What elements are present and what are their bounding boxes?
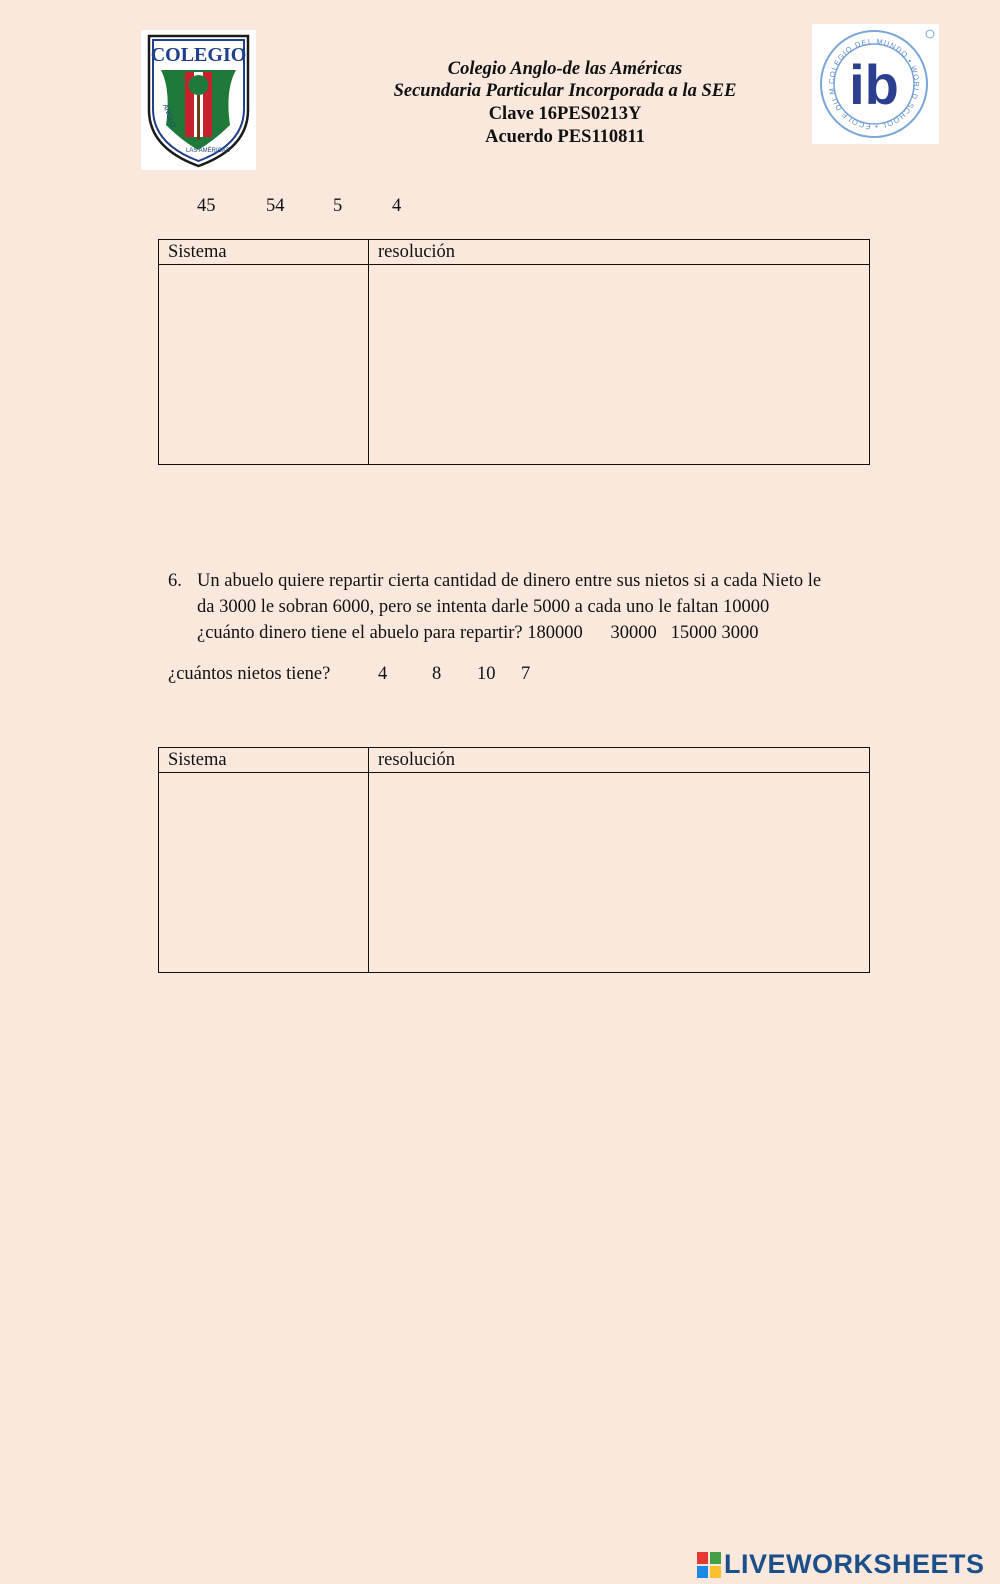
sistema-header: Sistema [168,750,227,770]
q6-text-line-2: da 3000 le sobran 6000, pero se intenta darle 5000 a cada uno le faltan 10000 [197,597,770,617]
resolucion-input-area[interactable] [369,265,869,464]
sistema-input-area[interactable] [159,265,369,464]
answer-table-q6 [158,747,870,973]
svg-text:COLEGIO: COLEGIO [150,44,247,66]
sistema-input-area[interactable] [159,773,369,972]
q5-option-2[interactable]: 54 [266,196,285,216]
svg-text:ib: ib [849,53,899,116]
q6-sub-option-1[interactable]: 4 [378,664,388,684]
answer-table-q5 [158,239,870,465]
resolucion-header: resolución [378,242,456,262]
table-header-row [159,240,869,265]
q5-option-4[interactable]: 4 [392,196,402,216]
liveworksheets-icon [697,1552,721,1578]
sistema-header: Sistema [168,242,227,262]
resolucion-input-area[interactable] [369,773,869,972]
school-clave: Clave 16PES0213Y [488,104,642,124]
svg-text:ANGLO: ANGLO [161,103,177,129]
q6-sub-option-2[interactable]: 8 [432,664,442,684]
q5-option-3[interactable]: 5 [333,196,343,216]
q6-text-line-3: ¿cuánto dinero tiene el abuelo para repartir? 180000 30000 15000 3000 [197,623,759,643]
school-name: Colegio Anglo-de las Américas [447,59,683,79]
q5-option-1[interactable]: 45 [197,196,216,216]
school-acuerdo: Acuerdo PES110811 [485,127,645,147]
brand-text: LIVEWORKSHEETS [724,1549,985,1579]
q6-sub-option-4[interactable]: 7 [521,664,531,684]
svg-text:LAS AMÉRICAS: LAS AMÉRICAS [186,148,231,154]
svg-text:COLEGIO DEL MUNDO • WORLD SCHO: COLEGIO DEL MUNDO • WORLD SCHOOL • ÉCOLE DU M [826,36,922,132]
school-subtitle: Secundaria Particular Incorporada a la SEE [393,81,737,101]
ib-world-school-logo [812,24,939,144]
resolucion-header: resolución [378,750,456,770]
ib-logo-icon [812,24,939,144]
liveworksheets-brand [697,1549,985,1580]
q6-number: 6. [168,571,182,591]
school-crest-logo [141,30,256,170]
crest-shield-icon [141,30,256,170]
q6-sub-option-3[interactable]: 10 [477,664,496,684]
q6-text-line-1: Un abuelo quiere repartir cierta cantidad de dinero entre sus nietos si a cada Nieto le [197,571,822,591]
table-header-row [159,748,869,773]
q6-sub-question: ¿cuántos nietos tiene? [168,664,331,684]
